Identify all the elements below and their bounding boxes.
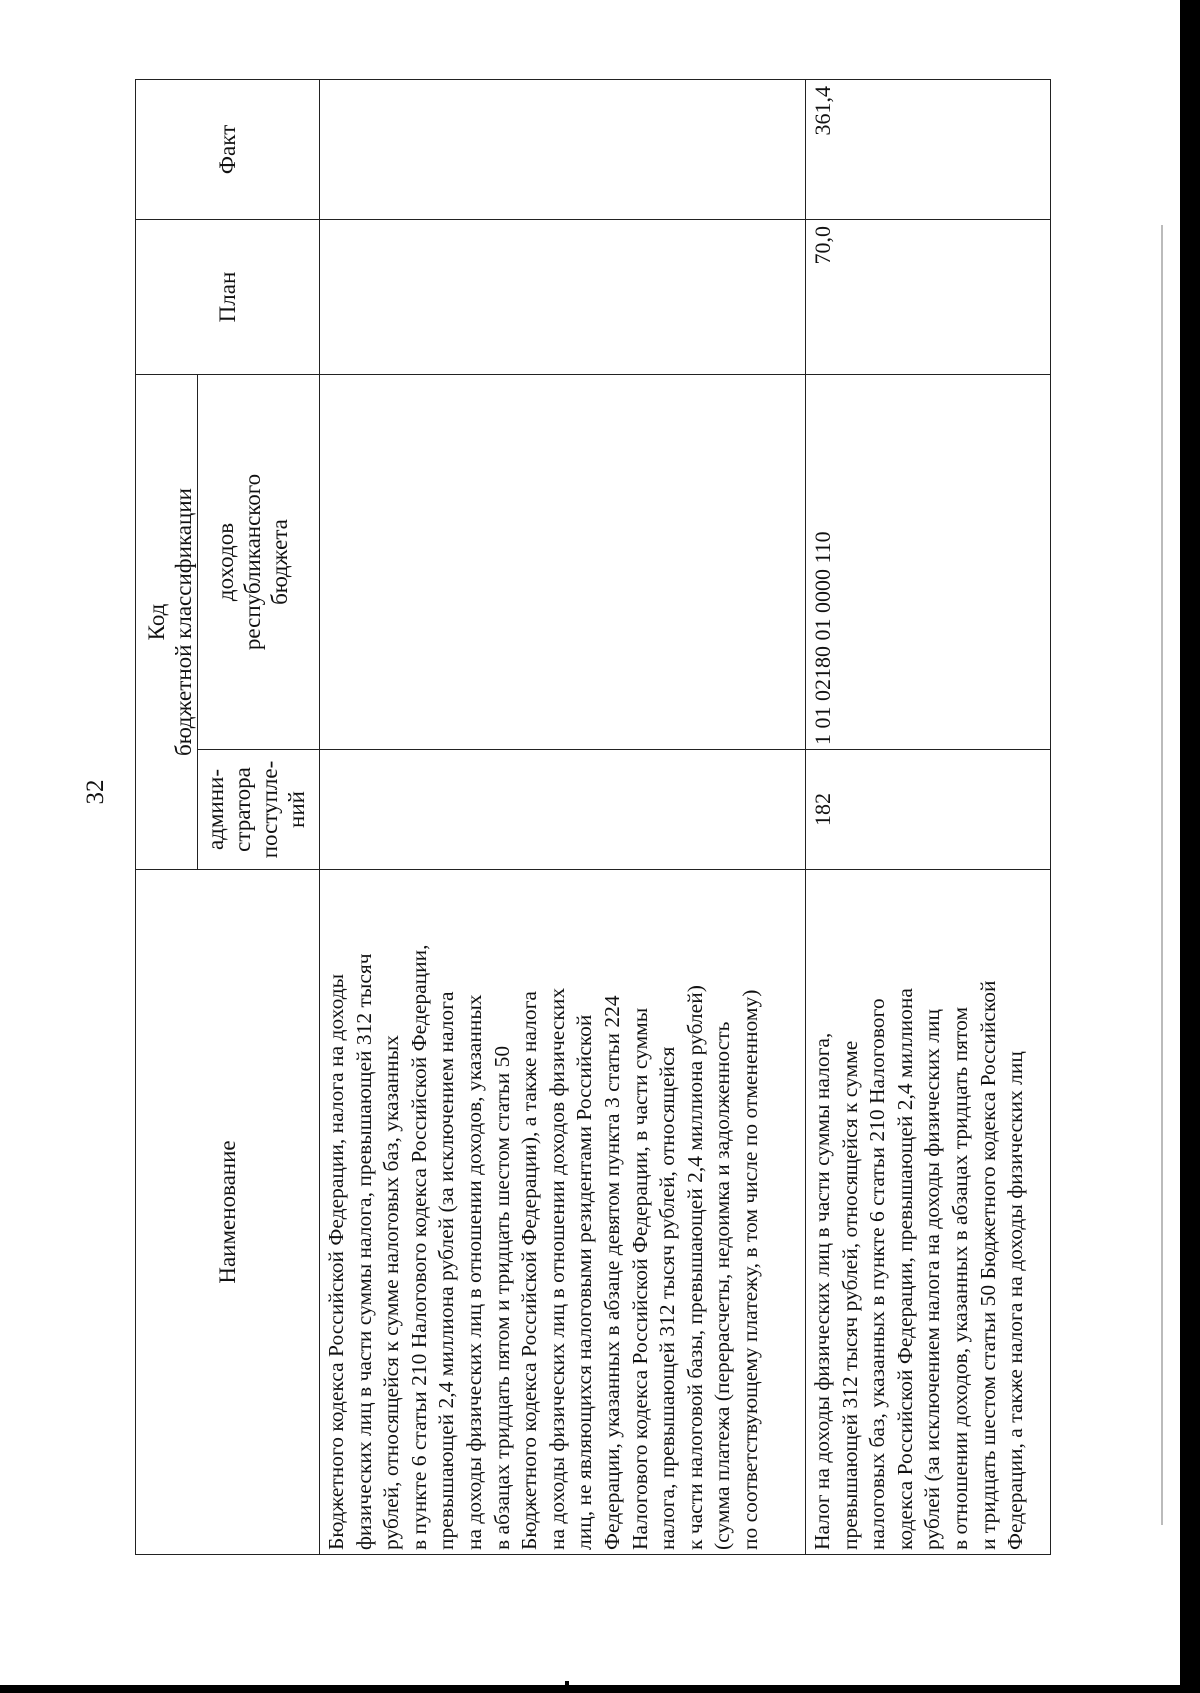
- page-number: 32: [82, 779, 109, 805]
- row-plan: 70,0: [806, 220, 1051, 375]
- budget-table: [135, 79, 1051, 1555]
- table-row: [320, 80, 806, 1555]
- header-admin: админи- стратора поступле- ний: [198, 750, 320, 870]
- row-income-code: [320, 375, 806, 750]
- row-fact: 361,4: [806, 80, 1051, 220]
- row-name: Бюджетного кодекса Российской Федерации, налога на доходы физических лиц в части суммы налога, превышающей 312 тысяч рублей, относящейся к сумме налоговых баз, указанных в пункте 6 статьи 210 Налогового кодекса Российской Федерации, превышающей 2,4 миллиона рублей (за исключением налога на доходы физических лиц в отношении доходов, указанных в абзацах тридцать пятом и тридцать шестом статьи 50 Бюджетного кодекса Российской Федерации), а также налога на доходы физических лиц в отношении доходов физических лиц, не являющихся налоговыми резидентами Российской Федерации, указанных в абзаце девятом пункта 3 статьи 224 Налогового кодекса Российской Федерации, в части суммы налога, превышающей 312 тысяч рублей, относящейся к части налоговой базы, превышающей 2,4 миллиона рублей) (сумма платежа (перерасчеты, недоимка и задолженность по соответствующему платежу, в том числе по отмененному): [320, 870, 806, 1555]
- scan-artifact-dot: [565, 1681, 569, 1685]
- scan-border-bottom: [0, 1685, 1180, 1693]
- header-code-group: Код бюджетной классификации: [136, 375, 198, 870]
- scan-artifact-line: [1161, 225, 1163, 1525]
- header-row-1: [136, 80, 198, 1555]
- row-income-code: 1 01 02180 01 0000 110: [806, 375, 1051, 750]
- header-fact: Факт: [136, 80, 320, 220]
- row-admin-code: [320, 750, 806, 870]
- table-row: [806, 80, 1051, 1555]
- row-name: Налог на доходы физических лиц в части суммы налога, превышающей 312 тысяч рублей, относящейся к сумме налоговых баз, указанных в пункте 6 статьи 210 Налогового кодекса Российской Федерации, превышающей 2,4 миллиона рублей (за исключением налога на доходы физических лиц в отношении доходов, указанных в абзацах тридцать пятом и тридцать шестом статьи 50 Бюджетного кодекса Российской Федерации, а также налога на доходы физических лиц: [806, 870, 1051, 1555]
- row-fact: [320, 80, 806, 220]
- rotated-table-wrapper: [135, 80, 1050, 1555]
- row-plan: [320, 220, 806, 375]
- header-plan: План: [136, 220, 320, 375]
- header-name: Наименование: [136, 870, 320, 1555]
- header-income: доходов республиканского бюджета: [198, 375, 320, 750]
- scan-border-right: [1180, 0, 1200, 1693]
- row-admin-code: 182: [806, 750, 1051, 870]
